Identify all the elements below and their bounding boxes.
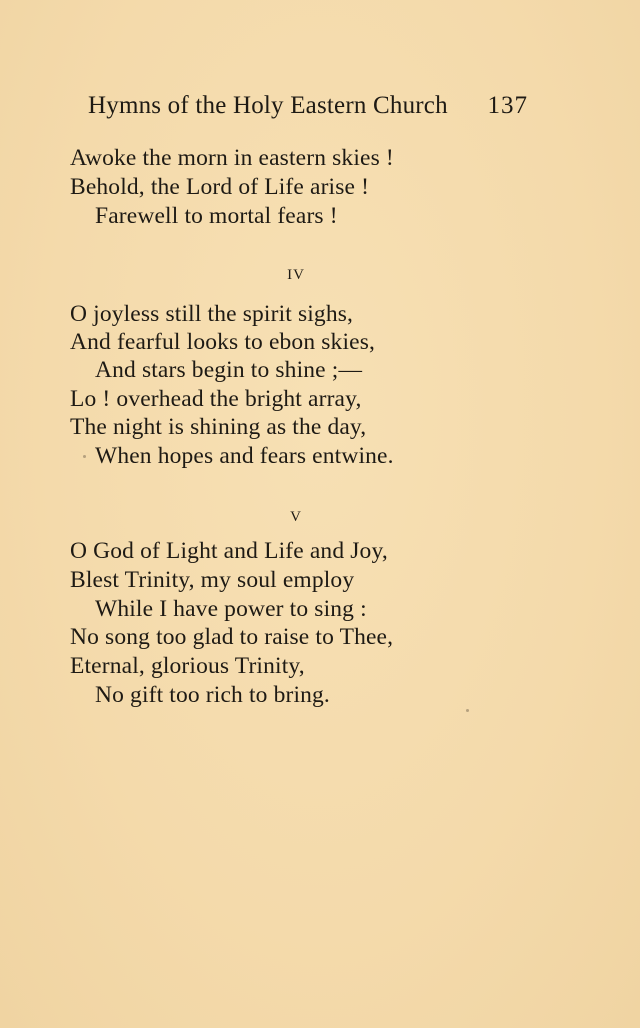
paper-speck [83,455,86,458]
verse-line: O God of Light and Life and Joy, [70,538,388,564]
verse-line: Lo ! overhead the bright array, [70,386,362,412]
verse-line: Blest Trinity, my soul employ [70,567,355,593]
verse-line: Eternal, glorious Trinity, [70,653,305,679]
verse-line: Behold, the Lord of Life arise ! [70,174,370,200]
verse-line: The night is shining as the day, [70,414,367,440]
verse-line: When hopes and fears entwine. [95,443,394,469]
verse-line: Awoke the morn in eastern skies ! [70,145,394,171]
running-head-title: Hymns of the Holy Eastern Church [88,92,448,119]
stanza-numeral: V [290,509,302,525]
verse-line: No song too glad to raise to Thee, [70,624,394,650]
verse-line: And fearful looks to ebon skies, [70,329,376,355]
paper-speck [466,709,469,712]
stanza-numeral: IV [287,267,305,283]
verse-line: Farewell to mortal fears ! [95,203,338,229]
verse-line: While I have power to sing : [95,596,367,622]
verse-line: No gift too rich to bring. [95,682,330,708]
verse-line: O joyless still the spirit sighs, [70,301,354,327]
page-number: 137 [487,92,528,119]
running-head [88,92,528,126]
verse-line: And stars begin to shine ;— [95,357,363,383]
